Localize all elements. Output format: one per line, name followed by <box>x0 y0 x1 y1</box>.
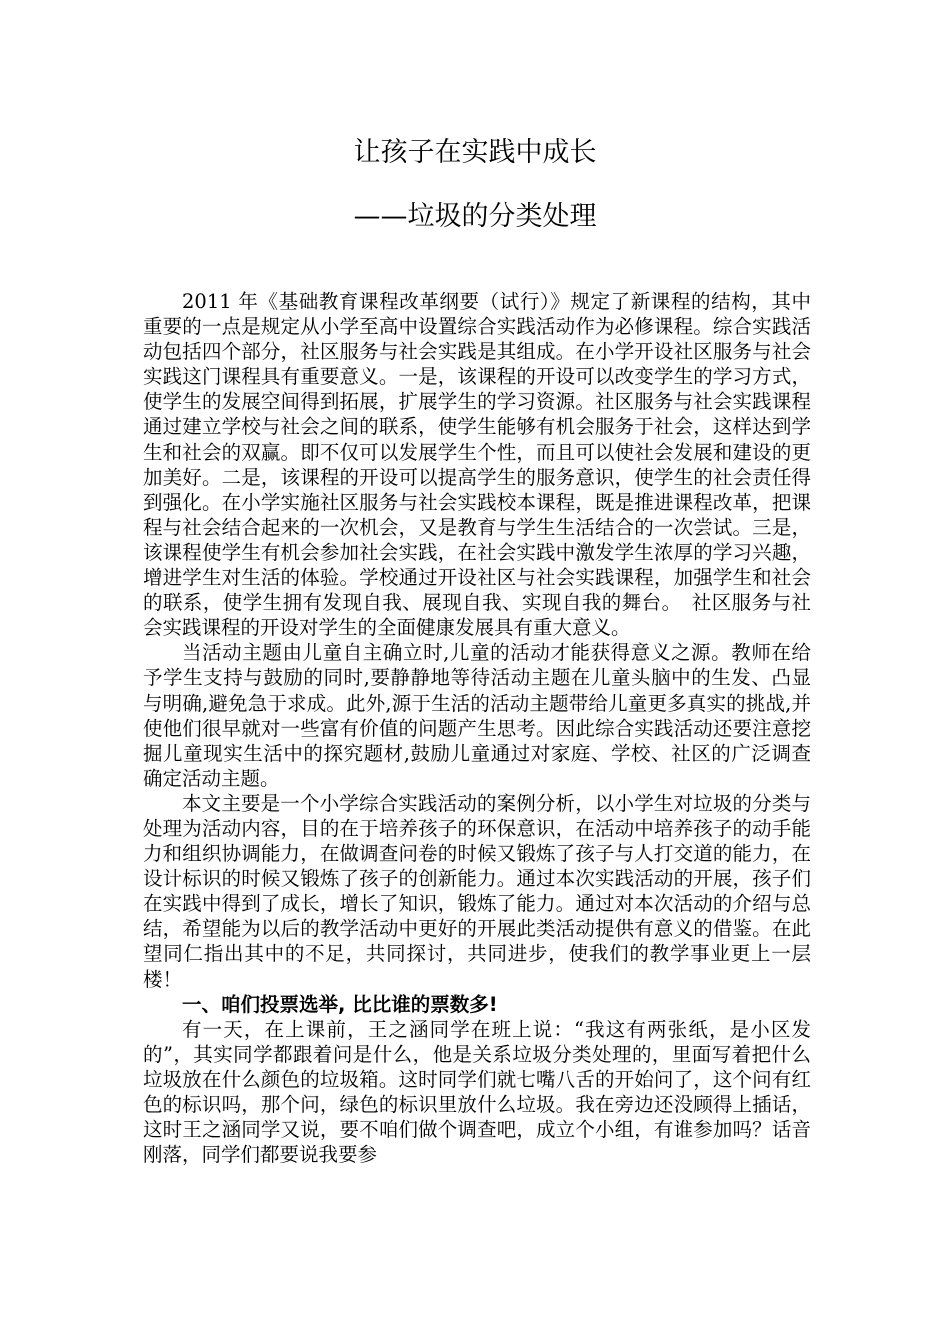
section-heading: 一、咱们投票选举, 比比谁的票数多! <box>182 992 498 1016</box>
section-paragraph: 有一天，在上课前，王之涵同学在班上说：“我这有两张纸，是小区发的”，其实同学都跟着问是什么，他是关系垃圾分类处理的，里面写着把什么垃圾放在什么颜色的垃圾箱。这时同学们就七嘴八舌的开始问了，这个问有红色的标识吗，那个问，绿色的标识里放什么垃圾。我在旁边还没顾得上插话，这时王之涵同学又说，要不咱们做个调查吧，成立个小组，有谁参加吗？话音刚落，同学们都要说我要参 <box>143 1017 811 1167</box>
body-paragraph: 2011 年《基础教育课程改革纲要（试行）》规定了新课程的结构，其中重要的一点是规定从小学至高中设置综合实践活动作为必修课程。综合实践活动包括四个部分，社区服务与社会实践是其组成。在小学开设社区服务与社会实践这门课程具有重要意义。一是，该课程的开设可以改变学生的学习方式，使学生的发展空间得到拓展，扩展学生的学习资源。社区服务与社会实践课程通过建立学校与社会之间的联系，使学生能够有机会服务于社会，这样达到学生和社会的双赢。即不仅可以发展学生个性，而且可以使社会发展和建设的更加美好。二是，该课程的开设可以提高学生的服务意识，使学生的社会责任得到强化。在小学实施社区服务与社会实践校本课程，既是推进课程改革，把课程与社会结合起来的一次机会，又是教育与学生生活结合的一次尝试。三是，该课程使学生有机会参加社会实践，在社会实践中激发学生浓厚的学习兴趣，增进学生对生活的体验。学校通过开设社区与社会实践课程，加强学生和社会的联系，使学生拥有发现自我、展现自我、实现自我的舞台。 社区服务与社会实践课程的开设对学生的全面健康发展具有重大意义。 <box>143 290 811 640</box>
body-paragraph: 本文主要是一个小学综合实践活动的案例分析，以小学生对垃圾的分类与处理为活动内容，目的在于培养孩子的环保意识，在活动中培养孩子的动手能力和组织协调能力，在做调查问卷的时候又锻炼了孩子与人打交道的能力，在设计标识的时候又锻炼了孩子的创新能力。通过本次实践活动的开展，孩子们在实践中得到了成长，增长了知识，锻炼了能力。通过对本次活动的介绍与总结，希望能为以后的教学活动中更好的开展此类活动提供有意义的借鉴。在此望同仁指出其中的不足，共同探讨，共同进步，使我们的教学事业更上一层楼！ <box>143 791 811 991</box>
document-body <box>143 289 811 1167</box>
body-paragraph: 当活动主题由儿童自主确立时,儿童的活动才能获得意义之源。教师在给予学生支持与鼓励的同时,要静静地等待活动主题在儿童头脑中的生发、凸显与明确,避免急于求成。此外,源于生活的活动主题带给儿童更多真实的挑战,并使他们很早就对一些富有价值的问题产生思考。因此综合实践活动还要注意挖掘儿童现实生活中的探究题材,鼓励儿童通过对家庭、学校、社区的广泛调查确定活动主题。 <box>143 641 811 790</box>
document-subtitle: ——垃圾的分类处理 <box>353 201 597 232</box>
document-title: 让孩子在实践中成长 <box>353 137 597 168</box>
